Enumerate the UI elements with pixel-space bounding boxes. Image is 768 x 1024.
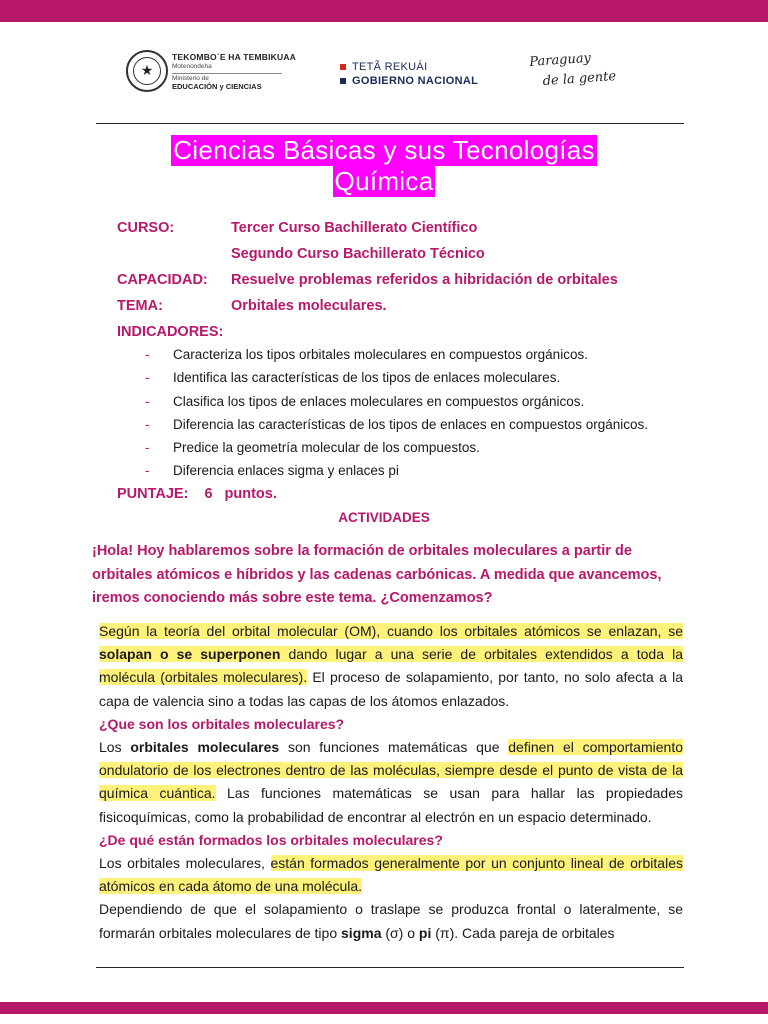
curso-value2: Segundo Curso Bachillerato Técnico bbox=[231, 246, 485, 262]
curso-value1: Tercer Curso Bachillerato Científico bbox=[231, 220, 478, 236]
footer-divider bbox=[96, 967, 684, 968]
page-title bbox=[0, 135, 768, 197]
paragraph-3: Los orbitales moleculares, están formados generalmente por un conjunto lineal de orbitales atómicos en cada átomo de una molécula. bbox=[99, 855, 683, 895]
list-item: - Clasifica los tipos de enlaces moleculares en compuestos orgánicos. bbox=[145, 393, 585, 409]
list-item: - Predice la geometría molecular de los compuestos. bbox=[145, 440, 480, 456]
intro-paragraph: ¡Hola! Hoy hablaremos sobre la formación de orbitales moleculares a partir de orbitales atómicos e híbridos y las cadenas carbónicas. A medida que avancemos, iremos conociendo más sobre este tema. ¿Comenzamos? bbox=[92, 543, 662, 606]
question-2: ¿De qué están formados los orbitales moleculares? bbox=[99, 831, 443, 848]
paragraph-2: Los orbitales moleculares son funciones matemáticas que definen el comportamiento ondulatorio de los electrones dentro de las moléculas, siempre desde el punto de vista de la química cuántica. Las funciones matemáticas se usan para hallar las propiedades fisicoquímicas, como la probabilidad de encontrar al electrón en un espacio determinado. bbox=[99, 739, 683, 825]
header-divider bbox=[96, 123, 684, 124]
bottom-color-bar bbox=[0, 1002, 768, 1014]
indicadores-label: INDICADORES: bbox=[117, 324, 224, 340]
document-header bbox=[0, 40, 768, 110]
list-item: - Caracteriza los tipos orbitales moleculares en compuestos orgánicos. bbox=[145, 347, 588, 362]
body-text bbox=[99, 620, 683, 945]
puntaje-unit: puntos. bbox=[224, 486, 277, 502]
capacidad-value: Resuelve problemas referidos a hibridación de orbitales bbox=[231, 272, 618, 288]
actividades-heading: ACTIVIDADES bbox=[338, 510, 430, 525]
paragraph-4: Dependiendo de que el solapamiento o traslape se produzca frontal o lateralmente, se formarán orbitales moleculares de tipo sigma (σ) o pi (π). Cada pareja de orbitales bbox=[99, 901, 683, 941]
curso-label: CURSO: bbox=[117, 220, 175, 236]
ministry-line3: Ministerio de bbox=[172, 73, 282, 82]
puntaje bbox=[117, 486, 277, 502]
government-logo bbox=[340, 60, 478, 88]
ministry-line1: TEKOMBO´E HA TEMBIKUAA bbox=[172, 52, 297, 62]
top-color-bar bbox=[0, 0, 768, 22]
title-line2: Química bbox=[334, 166, 434, 196]
course-info bbox=[117, 218, 677, 348]
ministry-line2: Motenondeha bbox=[172, 63, 212, 70]
slogan-logo bbox=[529, 47, 617, 93]
slogan-line2: de la gente bbox=[542, 69, 617, 90]
red-square-icon bbox=[340, 64, 346, 70]
puntaje-label: PUNTAJE: bbox=[117, 486, 189, 502]
tema-value: Orbitales moleculares. bbox=[231, 298, 387, 314]
paragraph-1: Según la teoría del orbital molecular (OM), cuando los orbitales atómicos se enlazan, se solapan o se superponen dando lugar a una serie de orbitales extendidos a toda la molécula (orbitales moleculares). El proceso de solapamiento, por tanto, no solo afecta a la capa de valencia sino a todas las capas de los átomos enlazados. bbox=[99, 623, 683, 709]
blue-square-icon bbox=[340, 78, 346, 84]
title-line1: Ciencias Básicas y sus Tecnologías bbox=[173, 135, 595, 165]
tema-label: TEMA: bbox=[117, 298, 163, 314]
gov-line2: GOBIERNO NACIONAL bbox=[352, 75, 479, 87]
gov-line1: TETÃ REKUÁI bbox=[352, 61, 428, 73]
list-item: - Identifica las características de los tipos de enlaces moleculares. bbox=[145, 370, 561, 386]
question-1: ¿Que son los orbitales moleculares? bbox=[99, 715, 345, 732]
ministry-line4: EDUCACIÓN y CIENCIAS bbox=[172, 82, 262, 91]
list-item: - Diferencia enlaces sigma y enlaces pi bbox=[145, 463, 399, 479]
ministry-logo bbox=[172, 52, 322, 91]
list-item: - Diferencia las características de los tipos de enlaces en compuestos orgánicos. bbox=[145, 416, 648, 432]
puntaje-value: 6 bbox=[204, 486, 213, 502]
slogan-line1: Paraguay bbox=[528, 50, 592, 70]
capacidad-label: CAPACIDAD: bbox=[117, 272, 208, 288]
indicadores-list bbox=[145, 346, 705, 486]
national-seal-icon bbox=[126, 50, 168, 92]
